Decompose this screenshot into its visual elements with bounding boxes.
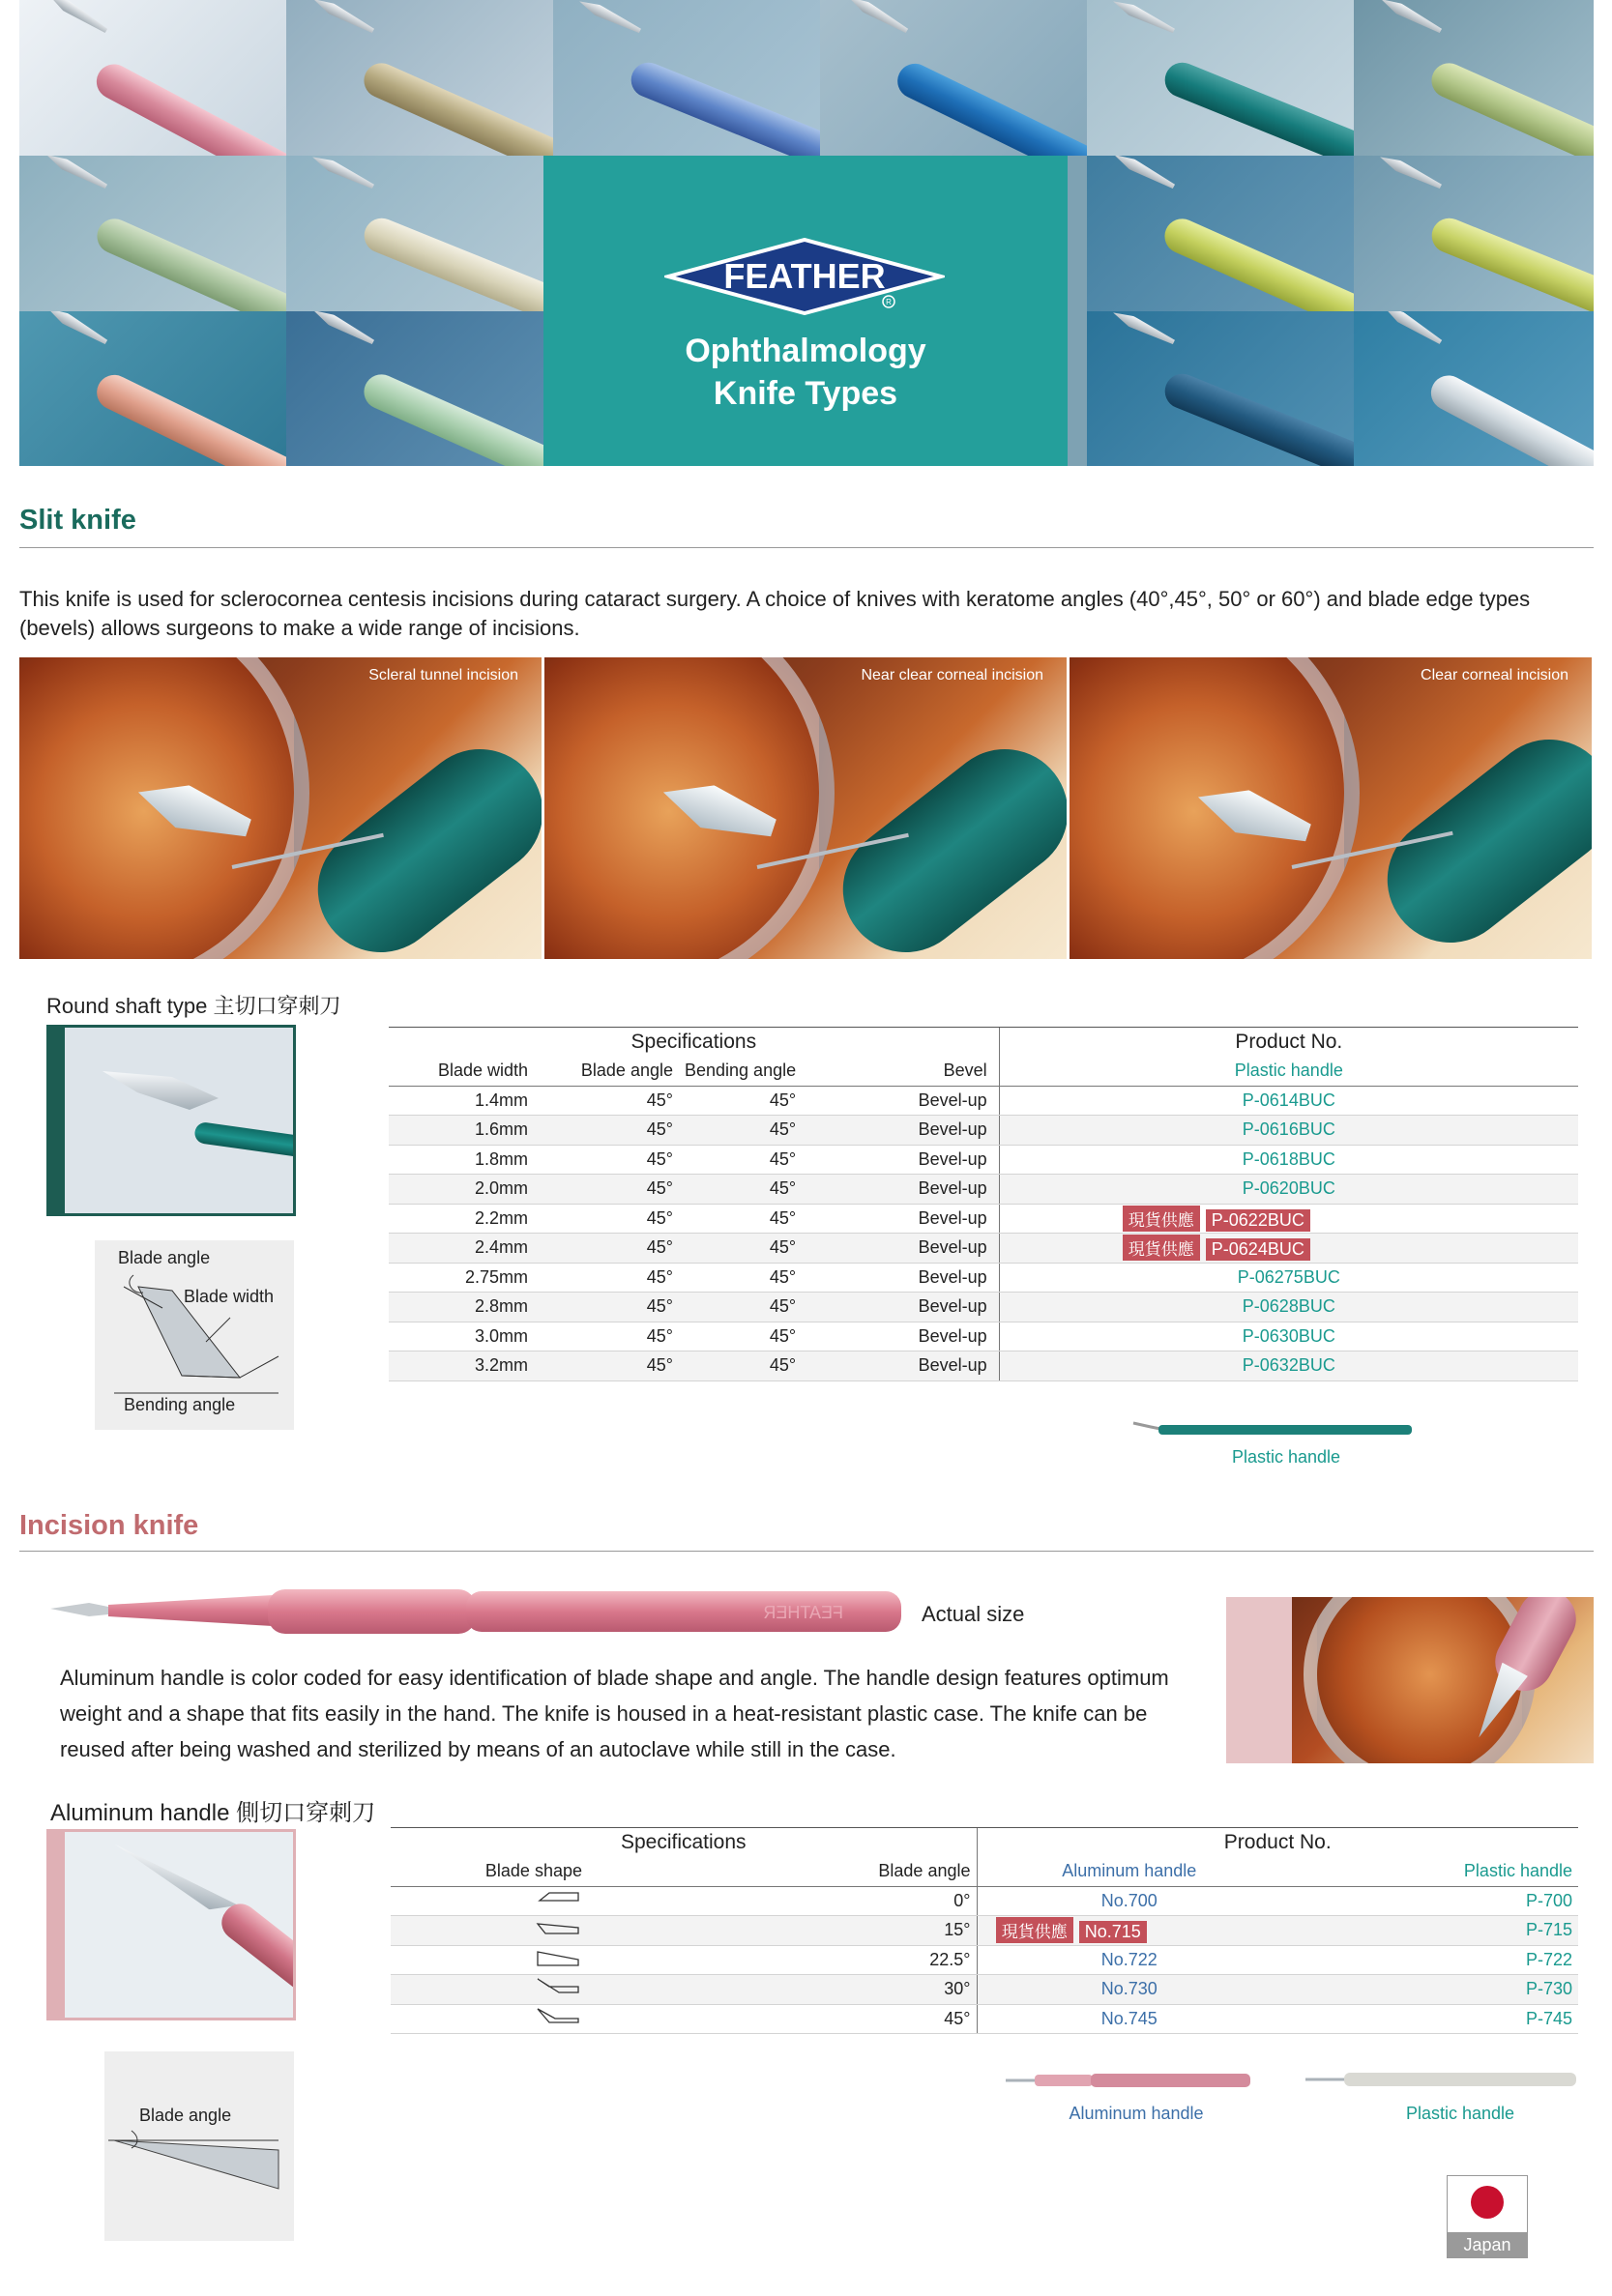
product-number: P-0614BUC (1242, 1090, 1335, 1110)
blade-angle-cell: 30° (600, 1975, 977, 2005)
product-number: P-0624BUC (1206, 1238, 1310, 1261)
aluminum-handle-cell (977, 1975, 1281, 2005)
product-number-cell (999, 1234, 1578, 1264)
blade-angle-cell: 45° (534, 1204, 679, 1234)
table-row (389, 1204, 1578, 1234)
blade-angle-cell: 45° (600, 2004, 977, 2034)
product-number: No.745 (1100, 2008, 1158, 2028)
column-header: Bending angle (679, 1057, 835, 1087)
column-header: Blade shape (391, 1857, 600, 1887)
blade-width-cell: 2.8mm (389, 1293, 534, 1322)
bending-angle-cell: 45° (679, 1116, 835, 1146)
column-header: Blade angle (534, 1057, 679, 1087)
plastic-handle-cell: P-715 (1281, 1916, 1578, 1946)
blade-shape-cell (391, 1945, 600, 1975)
product-number: No.730 (1100, 1979, 1158, 1999)
illustration-clear-corneal (1070, 657, 1592, 959)
column-header: Plastic handle (999, 1057, 1578, 1087)
banner-knife-tile (820, 0, 1087, 156)
blade-angle-cell: 15° (600, 1916, 977, 1946)
table-row (389, 1263, 1578, 1293)
product-number: P-0616BUC (1242, 1119, 1335, 1140)
bending-angle-cell: 45° (679, 1351, 835, 1381)
table-row (389, 1145, 1578, 1175)
aluminum-handle-cell (977, 1945, 1281, 1975)
blade-width-cell: 1.8mm (389, 1145, 534, 1175)
product-number-cell (999, 1204, 1578, 1234)
product-number-cell (999, 1293, 1578, 1322)
bending-angle-cell: 45° (679, 1293, 835, 1322)
product-number-cell (999, 1263, 1578, 1293)
in-stock-badge: 現貨供應 (996, 1917, 1073, 1943)
illustration-caption: Clear corneal incision (1421, 667, 1568, 683)
product-header: Product No. (977, 1828, 1578, 1857)
incision-knife-title: Incision knife (19, 1510, 199, 1541)
blade-width-cell: 2.75mm (389, 1263, 534, 1293)
aluminum-handle-image (1006, 2069, 1257, 2092)
illustration-caption: Near clear corneal incision (861, 667, 1043, 683)
blade-width-cell: 2.4mm (389, 1234, 534, 1264)
blade-shape-cell (391, 1916, 600, 1946)
incision-knife-table (391, 1827, 1578, 2034)
bending-angle-cell: 45° (679, 1145, 835, 1175)
banner-knife-tile (286, 0, 553, 156)
blade-angle-cell: 45° (534, 1175, 679, 1205)
column-header: Aluminum handle (977, 1857, 1281, 1887)
plastic-handle-cell: P-745 (1281, 2004, 1578, 2034)
round-shaft-subtitle: Round shaft type 主切口穿刺刀 (46, 994, 341, 1018)
slit-knife-description: This knife is used for sclerocornea centesis incisions during cataract surgery. A choice of knives with keratome angles (40°,45°, 50° or 60°) and blade edge types (bevels) allows surgeons to make a wide range of incisions. (19, 587, 1531, 640)
product-number-cell (999, 1322, 1578, 1351)
product-number: P-06275BUC (1237, 1266, 1340, 1287)
illustration-scleral-tunnel (19, 657, 542, 959)
banner-title-line2: Knife Types (713, 375, 898, 412)
bending-angle-cell: 45° (679, 1175, 835, 1205)
incision-knife-description: Aluminum handle is color coded for easy identification of blade shape and angle. The handle design features optimum weight and a shape that fits easily in the hand. The knife is housed in a heat-resistant plastic case. The knife can be reused after being washed and sterilized by means of an autoclave while still in the case. (60, 1666, 1169, 1761)
banner-knife-tile (1354, 311, 1594, 466)
aluminum-handle-cell (977, 1916, 1281, 1946)
table-row (391, 1886, 1578, 1916)
blade-angle-cell: 45° (534, 1263, 679, 1293)
bending-angle-cell: 45° (679, 1204, 835, 1234)
product-number: P-0618BUC (1242, 1148, 1335, 1169)
blade-angle-label: Blade angle (139, 2106, 232, 2125)
blade-shape-icon (536, 2007, 582, 2026)
product-number: P-0630BUC (1242, 1325, 1335, 1346)
banner-knife-tile (19, 311, 286, 466)
bevel-cell: Bevel-up (835, 1086, 999, 1116)
product-header: Product No. (999, 1028, 1578, 1057)
feather-logo (664, 238, 945, 315)
product-number-cell (999, 1351, 1578, 1381)
aluminum-handle-caption: Aluminum handle (1069, 2104, 1204, 2123)
bending-angle-cell: 45° (679, 1234, 835, 1264)
blade-shape-cell (391, 1886, 600, 1916)
bevel-cell: Bevel-up (835, 1263, 999, 1293)
illustration-caption: Scleral tunnel incision (368, 667, 518, 683)
bevel-cell: Bevel-up (835, 1204, 999, 1234)
round-shaft-photo (46, 1025, 296, 1216)
banner-knife-tile (19, 0, 286, 156)
blade-width-cell: 3.0mm (389, 1322, 534, 1351)
table-row (389, 1351, 1578, 1381)
bevel-cell: Bevel-up (835, 1116, 999, 1146)
column-header: Blade width (389, 1057, 534, 1087)
product-number: No.715 (1079, 1921, 1147, 1943)
bevel-cell: Bevel-up (835, 1293, 999, 1322)
japan-flag-icon (1471, 2186, 1504, 2219)
blade-shape-icon (536, 1918, 582, 1937)
plastic-handle-image-incision (1305, 2067, 1581, 2092)
product-number: P-0632BUC (1242, 1355, 1335, 1376)
bending-angle-cell: 45° (679, 1086, 835, 1116)
table-row (389, 1322, 1578, 1351)
blade-angle-cell: 45° (534, 1234, 679, 1264)
plastic-handle-caption: Plastic handle (1405, 2104, 1515, 2123)
blade-shape-icon (536, 1948, 582, 1967)
column-header: Blade angle (600, 1857, 977, 1887)
banner-center-panel (543, 156, 1068, 466)
bending-angle-cell: 45° (679, 1322, 835, 1351)
product-number: P-0620BUC (1242, 1178, 1335, 1199)
product-number-cell (999, 1116, 1578, 1146)
plastic-handle-cell: P-722 (1281, 1945, 1578, 1975)
blade-angle-diagram (95, 1240, 294, 1430)
blade-angle-cell: 45° (534, 1293, 679, 1322)
logo-text: FEATHER (723, 256, 886, 296)
blade-angle-cell: 0° (600, 1886, 977, 1916)
blade-angle-cell: 45° (534, 1116, 679, 1146)
in-stock-badge: 現貨供應 (1123, 1206, 1200, 1232)
plastic-handle-image (1131, 1411, 1421, 1440)
spec-header: Specifications (389, 1028, 999, 1057)
table-row (389, 1293, 1578, 1322)
blade-shape-icon (536, 1889, 582, 1908)
slit-knife-table (389, 1027, 1578, 1381)
bevel-cell: Bevel-up (835, 1351, 999, 1381)
column-header: Bevel (835, 1057, 999, 1087)
blade-shape-icon (536, 1977, 582, 1996)
japan-flag-badge (1447, 2175, 1528, 2258)
blade-angle-cell: 45° (534, 1086, 679, 1116)
banner-knife-tile (1354, 156, 1594, 311)
table-row (391, 2004, 1578, 2034)
blade-width-cell: 2.2mm (389, 1204, 534, 1234)
banner (19, 0, 1594, 466)
column-header: Plastic handle (1281, 1857, 1578, 1887)
product-number: No.700 (1100, 1890, 1158, 1910)
aluminum-handle-cell (977, 2004, 1281, 2034)
aluminum-handle-cell (977, 1886, 1281, 1916)
bending-angle-label: Bending angle (124, 1395, 236, 1414)
slit-knife-title: Slit knife (19, 505, 136, 536)
banner-knife-tile (553, 0, 820, 156)
table-row (391, 1975, 1578, 2005)
product-number-cell (999, 1175, 1578, 1205)
bevel-cell: Bevel-up (835, 1322, 999, 1351)
product-number: No.722 (1100, 1949, 1158, 1969)
logo-registered-mark: R (886, 298, 892, 306)
table-row (391, 1945, 1578, 1975)
incision-illustration (1226, 1597, 1594, 1763)
blade-width-cell: 1.4mm (389, 1086, 534, 1116)
blade-angle-cell: 45° (534, 1322, 679, 1351)
table-row (389, 1175, 1578, 1205)
product-number-cell (999, 1086, 1578, 1116)
banner-knife-tile (1087, 156, 1354, 311)
bevel-cell: Bevel-up (835, 1175, 999, 1205)
blade-shape-cell (391, 1975, 600, 2005)
blade-angle-cell: 45° (534, 1145, 679, 1175)
banner-knife-tile (19, 156, 286, 311)
banner-knife-tile (1087, 0, 1354, 156)
blade-width-cell: 2.0mm (389, 1175, 534, 1205)
table-row (389, 1116, 1578, 1146)
bevel-cell: Bevel-up (835, 1145, 999, 1175)
blade-width-cell: 3.2mm (389, 1351, 534, 1381)
in-stock-badge: 現貨供應 (1123, 1235, 1200, 1261)
bending-angle-cell: 45° (679, 1263, 835, 1293)
origin-country: Japan (1448, 2232, 1527, 2257)
blade-angle-label: Blade angle (118, 1248, 211, 1267)
blade-angle-cell: 45° (534, 1351, 679, 1381)
actual-size-label: Actual size (922, 1602, 1025, 1626)
product-number: P-0622BUC (1206, 1209, 1310, 1232)
blade-angle-diagram (104, 2051, 294, 2241)
aluminum-handle-subtitle: Aluminum handle 側切口穿刺刀 (50, 1800, 376, 1826)
incision-knife-actual-size-image (50, 1582, 911, 1640)
aluminum-handle-photo (46, 1829, 296, 2020)
divider (19, 547, 1594, 548)
table-row (391, 1916, 1578, 1946)
bevel-cell: Bevel-up (835, 1234, 999, 1264)
blade-width-cell: 1.6mm (389, 1116, 534, 1146)
blade-angle-cell: 22.5° (600, 1945, 977, 1975)
blade-shape-cell (391, 2004, 600, 2034)
banner-knife-tile (1087, 311, 1354, 466)
banner-knife-tile (1354, 0, 1594, 156)
product-number: P-0628BUC (1242, 1296, 1335, 1317)
table-row (389, 1086, 1578, 1116)
spec-header: Specifications (391, 1828, 977, 1857)
banner-knife-tile (286, 156, 553, 311)
banner-title-line1: Ophthalmology (685, 333, 926, 369)
product-number-cell (999, 1145, 1578, 1175)
plastic-handle-cell: P-700 (1281, 1886, 1578, 1916)
blade-width-label: Blade width (184, 1287, 275, 1306)
table-row (389, 1234, 1578, 1264)
divider (19, 1551, 1594, 1552)
plastic-handle-caption: Plastic handle (1231, 1447, 1341, 1467)
engraving-text: FEATHER (763, 1603, 843, 1622)
banner-knife-tile (286, 311, 553, 466)
illustration-near-clear-corneal (544, 657, 1067, 959)
plastic-handle-cell: P-730 (1281, 1975, 1578, 2005)
